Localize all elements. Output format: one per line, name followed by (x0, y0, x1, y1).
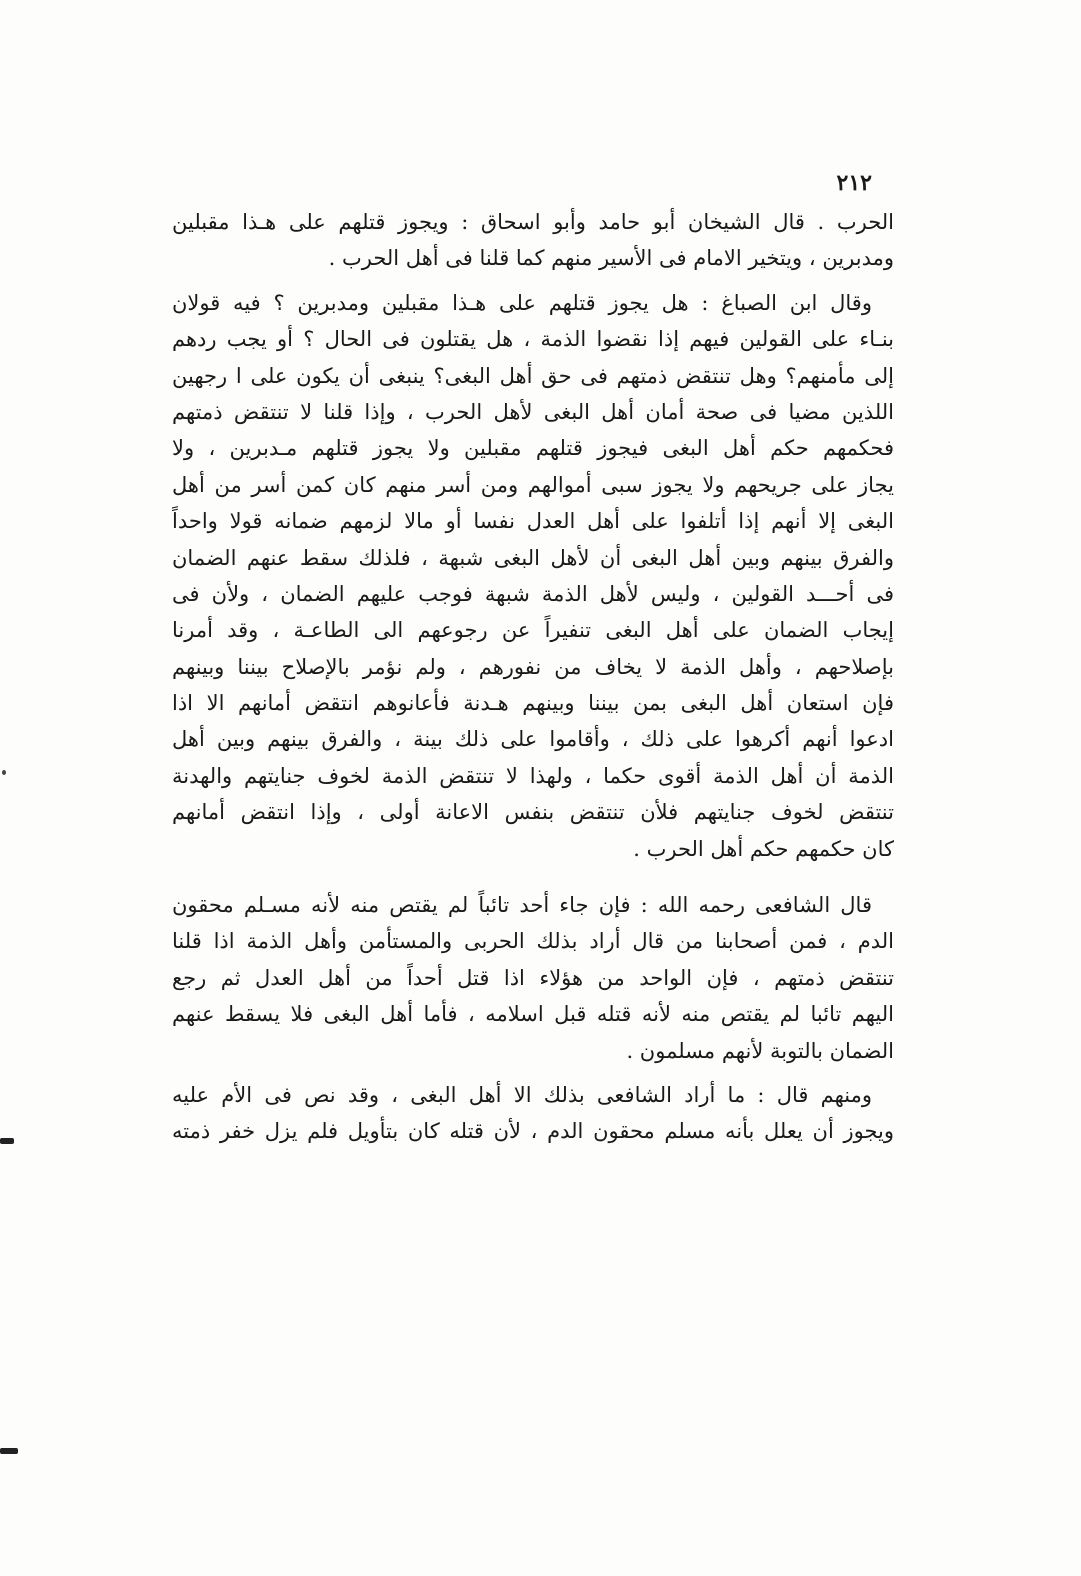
text-line: كان حكمهم حكم أهل الحرب . (633, 836, 894, 861)
paragraph (172, 887, 894, 1069)
text-line: ومنهم قال : ما أراد الشافعى بذلك الا أهل البغى ، وقد نص فى الأم عليه (172, 1082, 872, 1107)
text-line: إيجاب الضمان على أهل البغى تنفيراً عن رجوعهم الى الطاعـة ، وقد أمرنا (172, 618, 894, 643)
text-line: تنتقض ذمتهم ، فإن الواحد من هؤلاء اذا قتل أحداً من أهل العدل ثم رجع (172, 965, 894, 990)
text-line: فإن استعان أهل البغى بمن بيننا وبينهم هـدنة فأعانوهم انتقض أمانهم الا اذا (172, 691, 894, 716)
paragraph (172, 1077, 894, 1150)
text-line: فى أحـــد القولين ، وليس لأهل الذمة شبهة فوجب عليهم الضمان ، ولأن فى (172, 581, 894, 606)
text-line: الضمان بالتوبة لأنهم مسلمون . (626, 1038, 894, 1063)
body-text (172, 204, 894, 1150)
text-line: يجاز على جريحهم ولا يجوز سبى أموالهم ومن أسر منهم كان كمن أسر من أهل (172, 472, 894, 497)
text-line: الذمة أن أهل الذمة أقوى حكما ، ولهذا لا تنتقض الذمة لخوف جنايتهم والهدنة (172, 763, 894, 788)
text-line: وقال ابن الصباغ : هل يجوز قتلهم على هـذا مقبلين ومدبرين ؟ فيه قولان (172, 290, 872, 315)
scan-speck (2, 770, 6, 775)
text-line: اليهم تائبا لم يقتص منه لأنه قتله قبل اسلامه ، فأما أهل البغى فلا يسقط عنهم (172, 1002, 894, 1027)
text-line: بنـاء على القولين فيهم إذا نقضوا الذمة ، هل يقتلون فى الحال ؟ أو يجب ردهم (172, 327, 894, 352)
scan-mark (0, 1138, 14, 1144)
page-number: ٢١٢ (836, 170, 872, 196)
text-line: إلى مأمنهم؟ وهل تنتقض ذمتهم فى حق أهل البغى؟ ينبغى أن يكون على ا رجهين (172, 363, 894, 388)
text-line: البغى إلا أنهم إذا أتلفوا على أهل العدل نفسا أو مالا لزمهم ضمانه قولا واحداً (172, 509, 894, 534)
text-line: قال الشافعى رحمه الله : فإن جاء أحد تائباً لم يقتص منه لأنه مسـلم محقون (172, 893, 872, 918)
paragraph (172, 204, 894, 277)
text-line: الدم ، فمن أصحابنا من قال أراد بذلك الحربى والمستأمن وأهل الذمة اذا قلنا (172, 929, 894, 954)
text-line: الحرب . قال الشيخان أبو حامد وأبو اسحاق : ويجوز قتلهم على هـذا مقبلين (172, 210, 894, 234)
paragraph (172, 285, 894, 867)
text-line: ومدبرين ، ويتخير الامام فى الأسير منهم كما قلنا فى أهل الحرب . (328, 246, 894, 271)
text-line: والفرق بينهم وبين أهل البغى أن لأهل البغى شبهة ، فلذلك سقط عنهم الضمان (172, 545, 894, 570)
text-line: تنتقض لخوف جنايتهم فلأن تنتقض بنفس الاعانة أولى ، وإذا انتقض أمانهم (172, 800, 894, 825)
text-line: اللذين مضيا فى صحة أمان أهل البغى لأهل الحرب ، وإذا قلنا لا تنتقض ذمتهم (172, 399, 894, 424)
text-line: ويجوز أن يعلل بأنه مسلم محقون الدم ، لأن قتله كان بتأويل فلم يزل خفر ذمته (172, 1119, 894, 1144)
text-line: بإصلاحهم ، وأهل الذمة لا يخاف من نفورهم ، ولم نؤمر بالإصلاح بيننا وبينهم (172, 654, 894, 679)
text-line: ادعوا أنهم أكرهوا على ذلك ، وأقاموا على ذلك بينة ، والفرق بينهم وبين أهل (172, 727, 894, 752)
text-line: فحكمهم حكم أهل البغى فيجوز قتلهم مقبلين ولا يجوز قتلهم مـدبرين ، ولا (172, 436, 894, 461)
scan-mark (0, 1448, 18, 1454)
